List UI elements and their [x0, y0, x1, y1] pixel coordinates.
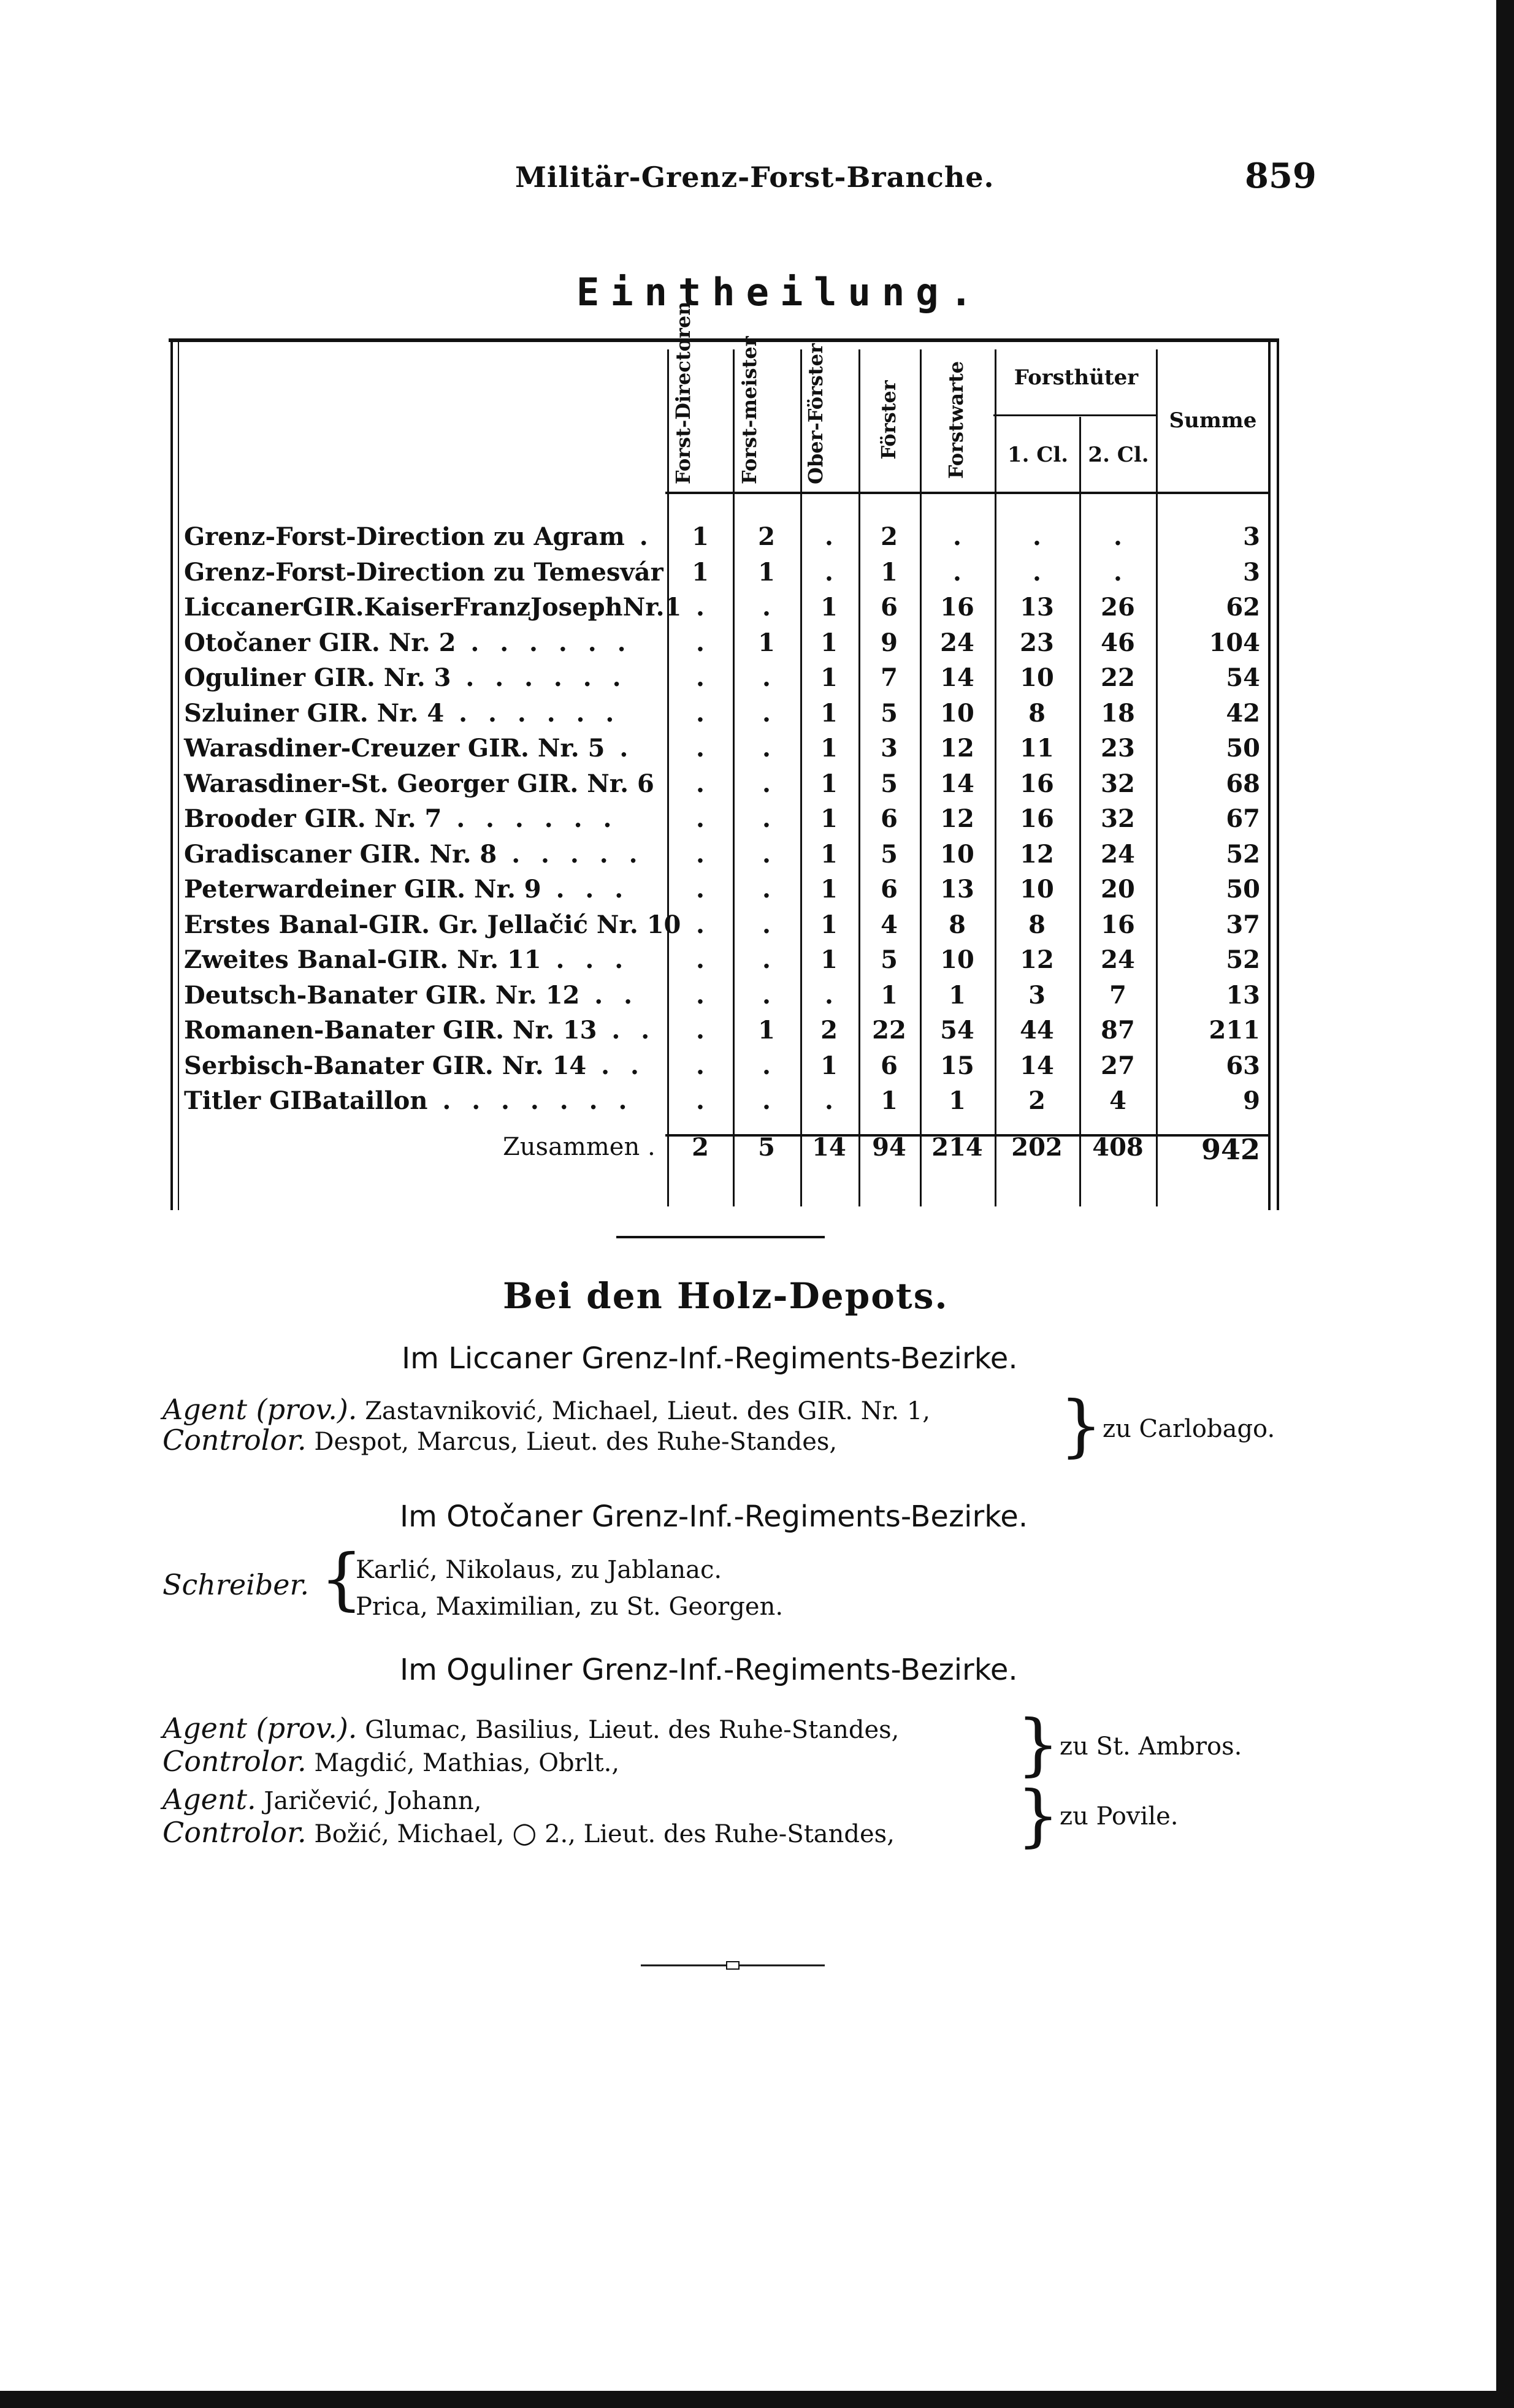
table-cell: . — [953, 522, 962, 551]
brace-right: } — [1017, 1705, 1060, 1783]
table-cell: 3 — [881, 734, 898, 763]
table-cell: 1 — [881, 1086, 898, 1115]
row-label-text: Serbisch-Banater GIR. Nr. 14 — [184, 1051, 587, 1080]
table-cell: 1 — [692, 557, 709, 587]
page-edge-bottom — [0, 2391, 1514, 2408]
table-left-border-inner — [178, 338, 179, 1210]
leader-dots: . . . . . . . — [427, 1086, 633, 1115]
row-label-text: Peterwardeiner GIR. Nr. 9 — [184, 875, 541, 904]
table-cell: 22 — [872, 1016, 906, 1045]
table-row-label — [184, 628, 632, 657]
table-cell: 16 — [940, 593, 974, 622]
table-cell: . — [825, 522, 833, 551]
table-cell: 24 — [1101, 945, 1135, 974]
table-cell: . — [696, 1086, 705, 1115]
leader-dots: . . — [579, 980, 639, 1010]
otocaner-schreiber — [162, 1568, 309, 1601]
role-label: Agent. — [162, 1783, 256, 1816]
table-cell: 14 — [940, 769, 974, 798]
row-label-text: Gradiscaner GIR. Nr. 8 — [184, 839, 497, 869]
role-label: Controlor. — [162, 1816, 307, 1849]
table-cell: 104 — [1209, 628, 1260, 657]
row-label-text: Zweites Banal-GIR. Nr. 11 — [184, 945, 541, 974]
table-cell: 24 — [940, 628, 974, 657]
table-cell: . — [825, 1086, 833, 1115]
row-label-text: Romanen-Banater GIR. Nr. 13 — [184, 1016, 597, 1045]
table-row-label — [184, 875, 629, 904]
table-cell: 1 — [820, 769, 838, 798]
table-cell: . — [762, 980, 771, 1010]
col-sep — [667, 349, 669, 1206]
table-right-border — [1268, 338, 1271, 1210]
row-label-text: Erstes Banal-GIR. Gr. Jellačić Nr. 10 — [184, 910, 681, 939]
table-cell: 3 — [1028, 980, 1046, 1010]
table-cell: 13 — [1020, 593, 1054, 622]
table-row-label — [184, 981, 638, 1010]
table-cell: . — [696, 839, 705, 869]
table-cell: 1 — [820, 1051, 838, 1080]
table-cell: 50 — [1226, 875, 1260, 904]
role-label: Controlor. — [162, 1423, 307, 1457]
col-header-summe: Summe — [1169, 408, 1257, 433]
table-cell: 13 — [1226, 980, 1260, 1010]
table-cell: 7 — [881, 663, 898, 692]
table-cell: . — [696, 804, 705, 833]
table-cell: 5 — [881, 839, 898, 869]
table-cell: . — [762, 875, 771, 904]
total-cell: 202 — [1011, 1133, 1063, 1162]
table-cell: 9 — [881, 628, 898, 657]
table-right-border-outer — [1277, 338, 1279, 1210]
person-entry-cont: 2., Lieut. des Ruhe-Standes, — [545, 1820, 895, 1848]
total-label: Zusammen . — [503, 1133, 656, 1161]
table-cell: 10 — [940, 945, 974, 974]
table-cell: 1 — [758, 628, 775, 657]
role-label: Agent (prov.). — [162, 1712, 357, 1745]
table-cell: 46 — [1101, 628, 1135, 657]
table-cell: 37 — [1226, 910, 1260, 939]
table-row-label — [184, 1051, 645, 1080]
table-cell: 44 — [1020, 1016, 1054, 1045]
table-cell: 211 — [1209, 1016, 1260, 1045]
table-cell: . — [696, 1016, 705, 1045]
location-povile: zu Povile. — [1060, 1802, 1179, 1831]
row-label-text: Titler GIBataillon — [184, 1086, 428, 1115]
oguliner-agent — [162, 1712, 899, 1745]
oguliner-controlor-2 — [162, 1816, 895, 1849]
table-cell: . — [696, 663, 705, 692]
table-cell: 1 — [820, 839, 838, 869]
role-label: Schreiber. — [162, 1568, 310, 1601]
brace-right: } — [1060, 1386, 1103, 1465]
table-cell: 12 — [1020, 945, 1054, 974]
table-cell: . — [762, 734, 771, 763]
leader-dots: . — [605, 734, 635, 763]
table-cell: 2 — [1028, 1086, 1046, 1115]
heading-otocaner: Im Otočaner Grenz-Inf.-Regiments-Bezirke. — [400, 1499, 1028, 1534]
col-header-ober-foerster: Ober-Förster — [804, 343, 827, 484]
table-cell: 10 — [1020, 875, 1054, 904]
total-cell: 214 — [931, 1133, 983, 1162]
table-cell: 20 — [1101, 875, 1135, 904]
leader-dots: . . . — [541, 875, 630, 904]
leader-dots: . . — [586, 1051, 645, 1080]
total-cell: 5 — [758, 1133, 775, 1162]
table-cell: 12 — [940, 734, 974, 763]
table-cell: 10 — [940, 698, 974, 728]
table-cell: . — [1033, 522, 1041, 551]
role-label: Agent (prov.). — [162, 1393, 357, 1426]
table-cell: 27 — [1101, 1051, 1135, 1080]
table-cell: 14 — [940, 663, 974, 692]
location-st-ambros: zu St. Ambros. — [1060, 1732, 1242, 1761]
person-entry: Magdić, Mathias, Obrlt., — [314, 1749, 620, 1777]
table-cell: . — [762, 663, 771, 692]
table-cell: 63 — [1226, 1051, 1260, 1080]
person-entry: Božić, Michael, — [314, 1820, 505, 1848]
table-row-label — [184, 558, 663, 587]
table-cell: 15 — [940, 1051, 974, 1080]
col-header-1cl: 1. Cl. — [1007, 443, 1069, 467]
table-cell: . — [696, 628, 705, 657]
table-cell: 5 — [881, 769, 898, 798]
section-title: Eintheilung. — [576, 270, 984, 314]
table-cell: . — [696, 734, 705, 763]
person-entry: Zastavniković, Michael, Lieut. des GIR. Nr. 1, — [365, 1397, 931, 1425]
col-header-forstmeister: Forst-meister — [738, 336, 761, 484]
heading-oguliner: Im Oguliner Grenz-Inf.-Regiments-Bezirke. — [400, 1653, 1018, 1687]
table-cell: 2 — [881, 522, 898, 551]
liccaner-agent — [162, 1393, 930, 1426]
col-header-forstwarte: Forstwarte — [944, 360, 968, 479]
person-entry: Prica, Maximilian, zu St. Georgen. — [356, 1593, 784, 1621]
table-row-label — [184, 910, 681, 939]
table-cell: 1 — [820, 875, 838, 904]
table-cell: . — [696, 910, 705, 939]
running-title: Militär-Grenz-Forst-Branche. — [515, 161, 995, 194]
person-entry: Despot, Marcus, Lieut. des Ruhe-Standes, — [314, 1428, 838, 1456]
table-cell: 32 — [1101, 804, 1135, 833]
table-cell: 1 — [820, 945, 838, 974]
table-cell: 23 — [1101, 734, 1135, 763]
table-cell: 5 — [881, 698, 898, 728]
table-cell: 6 — [881, 1051, 898, 1080]
depots-title: Bei den Holz-Depots. — [503, 1275, 949, 1317]
table-cell: . — [762, 804, 771, 833]
table-cell: . — [1033, 557, 1041, 587]
forsthueter-rule — [993, 414, 1156, 416]
table-row-label — [184, 945, 629, 974]
table-cell: . — [825, 557, 833, 587]
table-cell: 2 — [758, 522, 775, 551]
table-cell: 9 — [1243, 1086, 1260, 1115]
table-cell: . — [696, 945, 705, 974]
table-cell: 4 — [1109, 1086, 1126, 1115]
row-label-text: Warasdiner-Creuzer GIR. Nr. 5 — [184, 734, 605, 763]
row-label-text: Brooder GIR. Nr. 7 — [184, 804, 442, 833]
table-cell: . — [696, 875, 705, 904]
table-cell: 16 — [1101, 910, 1135, 939]
table-cell: 1 — [758, 557, 775, 587]
table-row-label — [184, 663, 627, 692]
table-cell: . — [762, 698, 771, 728]
table-cell: . — [825, 980, 833, 1010]
table-row-label — [184, 593, 681, 622]
heading-liccaner: Im Liccaner Grenz-Inf.-Regiments-Bezirke. — [402, 1341, 1018, 1376]
oguliner-controlor — [162, 1745, 619, 1778]
table-row-label — [184, 1086, 633, 1115]
table-cell: 32 — [1101, 769, 1135, 798]
col-sep — [920, 349, 922, 1206]
table-cell: 3 — [1243, 522, 1260, 551]
col-sep — [995, 349, 996, 1206]
row-label-text: LiccanerGIR.KaiserFranzJosephNr.1 — [184, 593, 682, 622]
row-label-text: Oguliner GIR. Nr. 3 — [184, 663, 451, 692]
table-cell: 8 — [1028, 698, 1046, 728]
table-row-label — [184, 769, 654, 798]
table-cell: 1 — [820, 698, 838, 728]
table-cell: . — [762, 839, 771, 869]
col-header-foerster: Förster — [877, 380, 900, 460]
table-top-rule — [169, 338, 1279, 342]
table-cell: 52 — [1226, 839, 1260, 869]
table-cell: 4 — [881, 910, 898, 939]
table-row-label — [184, 840, 644, 869]
brace-left: { — [320, 1539, 363, 1618]
table-cell: 8 — [949, 910, 966, 939]
table-cell: 16 — [1020, 804, 1054, 833]
role-label: Controlor. — [162, 1745, 307, 1778]
table-row-label — [184, 699, 620, 728]
col-header-forst-directoren: Forst-Directoren — [671, 301, 695, 484]
leader-dots: . — [624, 522, 654, 551]
total-cell: 94 — [872, 1133, 906, 1162]
table-cell: 8 — [1028, 910, 1046, 939]
table-cell: 1 — [881, 557, 898, 587]
table-left-border — [170, 338, 173, 1210]
table-cell: 11 — [1020, 734, 1054, 763]
leader-dots: . . . . . . — [451, 663, 627, 692]
table-cell: 23 — [1020, 628, 1054, 657]
brace-right: } — [1017, 1776, 1060, 1854]
table-cell: . — [1114, 557, 1122, 587]
row-label-text: Deutsch-Banater GIR. Nr. 12 — [184, 980, 580, 1010]
table-cell: 12 — [1020, 839, 1054, 869]
col-sep — [1079, 417, 1081, 1206]
leader-dots: . . — [597, 1016, 656, 1045]
table-cell: 1 — [820, 663, 838, 692]
page-edge-right — [1496, 0, 1514, 2408]
table-cell: . — [696, 1051, 705, 1080]
table-cell: 22 — [1101, 663, 1135, 692]
col-header-2cl: 2. Cl. — [1088, 443, 1149, 467]
table-cell: 5 — [881, 945, 898, 974]
table-cell: 6 — [881, 804, 898, 833]
table-cell: 18 — [1101, 698, 1135, 728]
table-header-rule — [665, 492, 1269, 494]
table-cell: 1 — [820, 593, 838, 622]
table-cell: . — [1114, 522, 1122, 551]
table-row-label — [184, 522, 654, 551]
table-cell: 87 — [1101, 1016, 1135, 1045]
table-cell: 10 — [1020, 663, 1054, 692]
total-cell: 408 — [1092, 1133, 1144, 1162]
row-label-text: Grenz-Forst-Direction zu Agram — [184, 522, 625, 551]
grand-total: 942 — [1201, 1133, 1260, 1166]
table-cell: 68 — [1226, 769, 1260, 798]
table-cell: 2 — [820, 1016, 838, 1045]
table-cell: 50 — [1226, 734, 1260, 763]
oguliner-agent-2 — [162, 1783, 481, 1816]
table-cell: 26 — [1101, 593, 1135, 622]
table-cell: 67 — [1226, 804, 1260, 833]
table-cell: 12 — [940, 804, 974, 833]
table-cell: 16 — [1020, 769, 1054, 798]
table-cell: . — [762, 1051, 771, 1080]
person-entry: Karlić, Nikolaus, zu Jablanac. — [356, 1556, 722, 1584]
page-number: 859 — [1245, 156, 1317, 196]
leader-dots: . . . — [541, 945, 630, 974]
table-cell: 3 — [1243, 557, 1260, 587]
table-cell: . — [762, 945, 771, 974]
table-row-label — [184, 1016, 656, 1045]
row-label-text: Warasdiner-St. Georger GIR. Nr. 6 — [184, 769, 654, 798]
table-cell: . — [696, 980, 705, 1010]
table-cell: 1 — [820, 804, 838, 833]
person-entry: Jaričević, Johann, — [264, 1787, 482, 1815]
liccaner-controlor — [162, 1423, 837, 1457]
table-cell: 1 — [820, 628, 838, 657]
col-sep — [733, 349, 735, 1206]
table-row-label — [184, 804, 617, 833]
order-icon: ○ — [512, 1816, 537, 1849]
col-sep — [1156, 349, 1158, 1206]
table-cell: . — [696, 593, 705, 622]
table-cell: . — [696, 769, 705, 798]
table-cell: . — [762, 1086, 771, 1115]
table-cell: . — [953, 557, 962, 587]
leader-dots: . . . . . . — [442, 804, 618, 833]
table-cell: . — [762, 910, 771, 939]
total-cell: 14 — [812, 1133, 846, 1162]
table-cell: 1 — [949, 1086, 966, 1115]
table-cell: . — [696, 698, 705, 728]
table-cell: 1 — [820, 910, 838, 939]
person-entry: Glumac, Basilius, Lieut. des Ruhe-Standes, — [365, 1716, 900, 1744]
table-cell: 1 — [758, 1016, 775, 1045]
table-cell: 62 — [1226, 593, 1260, 622]
table-cell: 7 — [1109, 980, 1126, 1010]
table-row-label — [184, 734, 634, 763]
leader-dots: . . . . . . — [456, 628, 632, 657]
table-cell: . — [762, 769, 771, 798]
table-cell: . — [762, 593, 771, 622]
row-label-text: Otočaner GIR. Nr. 2 — [184, 628, 456, 657]
leader-dots: . . . . . . — [444, 698, 621, 728]
table-cell: 54 — [940, 1016, 974, 1045]
table-cell: 24 — [1101, 839, 1135, 869]
table-cell: 1 — [881, 980, 898, 1010]
leader-dots: . . . . . — [497, 839, 644, 869]
row-label-text: Szluiner GIR. Nr. 4 — [184, 698, 445, 728]
end-ornament — [641, 1959, 825, 1972]
table-cell: 6 — [881, 875, 898, 904]
table-cell: 13 — [940, 875, 974, 904]
table-cell: 42 — [1226, 698, 1260, 728]
section-divider — [616, 1236, 825, 1238]
table-cell: 1 — [692, 522, 709, 551]
table-cell: 1 — [820, 734, 838, 763]
total-cell: 2 — [692, 1133, 709, 1162]
location-carlobago: zu Carlobago. — [1103, 1415, 1275, 1443]
table-cell: 52 — [1226, 945, 1260, 974]
col-group-forsthueter: Forsthüter — [1014, 365, 1139, 390]
row-label-text: Grenz-Forst-Direction zu Temesvár — [184, 557, 663, 587]
table-cell: 10 — [940, 839, 974, 869]
table-cell: 54 — [1226, 663, 1260, 692]
table-cell: 6 — [881, 593, 898, 622]
table-cell: 14 — [1020, 1051, 1054, 1080]
table-cell: 1 — [949, 980, 966, 1010]
